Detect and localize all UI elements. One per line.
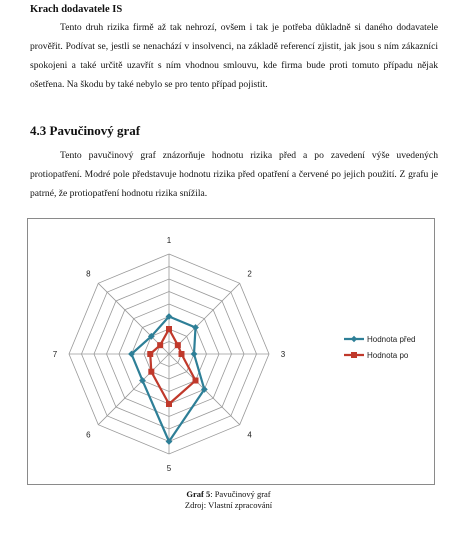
legend-marker-2: [351, 352, 357, 358]
point-2-5: [166, 401, 172, 407]
paragraph-chart-description: Tento pavučinový graf znázorňuje hodnotu rizika před a po zavedení výše uvedených protiopatření. Modré pole představuje hodnotu rizika před opatření a červené po jejich použití. Z grafu je patrné, že protiopatření hodnotu rizika snížila.: [30, 150, 438, 199]
legend-label-2: Hodnota po: [367, 351, 409, 360]
axis-label-8: 8: [86, 269, 91, 279]
subheading: Krach dodavatele IS: [30, 4, 123, 15]
axis-label-1: 1: [166, 236, 172, 245]
legend-marker-1: [351, 336, 357, 342]
legend-label-1: Hodnota před: [367, 335, 416, 344]
chart-area: [27, 218, 435, 485]
figure-caption: [0, 489, 457, 500]
point-2-2: [175, 342, 181, 348]
point-2-4: [193, 378, 199, 384]
axis-label-7: 7: [52, 350, 58, 359]
section-title: 4.3 Pavučinový graf: [30, 123, 141, 138]
point-1-3: [191, 351, 198, 358]
axis-label-6: 6: [86, 430, 91, 440]
point-2-1: [166, 326, 172, 332]
point-2-6: [148, 369, 154, 375]
caption-text: : Pavučinový graf: [210, 489, 271, 499]
axis-label-4: 4: [247, 430, 252, 440]
point-2-8: [157, 342, 163, 348]
radar-chart: [28, 219, 434, 484]
figure-source: Zdroj: Vlastní zpracování: [184, 500, 273, 510]
axis-label-3: 3: [280, 350, 286, 359]
axis-label-2: 2: [247, 269, 252, 279]
paragraph-intro: Tento druh rizika firmě až tak nehrozí, ovšem i tak je potřeba důkladně si daného dodavatele prověřit. Podívat se, jestli se nenachází v insolvenci, na základě referencí zjistit, jak jsou s ním zákazníci spokojeni a také určitě uzavřít s ním vhodnou smlouvu, kde firma bude proti tomuto případu nějak ošetřena. Na škodu by také nebylo se pro tento případ pojistit.: [30, 22, 438, 90]
caption-label: Graf 5: [186, 489, 211, 499]
point-2-7: [147, 351, 153, 357]
axis-label-5: 5: [166, 464, 172, 473]
point-2-3: [179, 351, 185, 357]
